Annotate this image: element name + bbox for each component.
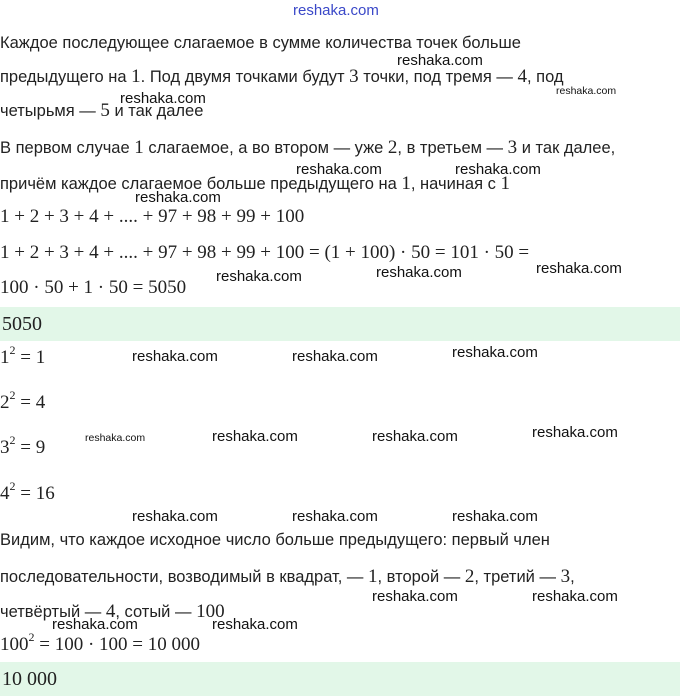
number: 5: [100, 100, 110, 121]
formula-sum-expanded: 1 + 2 + 3 + 4 + .... + 97 + 98 + 99 + 100 = (1 + 100) · 50 = 101 · 50 =: [0, 242, 530, 263]
watermark: reshaka.com: [532, 424, 618, 441]
square-row-1: [0, 342, 46, 371]
base: 4: [0, 483, 10, 504]
watermark: reshaka.com: [212, 428, 298, 445]
number: 1: [500, 173, 510, 194]
number: 1: [134, 137, 144, 158]
text: последовательности, возводимый в квадрат, —: [0, 568, 369, 586]
text: точки, под тремя —: [358, 68, 518, 86]
result: = 100 · 100 = 10 000: [39, 634, 201, 655]
watermark: reshaka.com: [532, 588, 618, 605]
paragraph-1-line-1: [0, 32, 521, 54]
watermark: reshaka.com: [85, 432, 146, 444]
exponent: 2: [9, 432, 16, 447]
paragraph-3-line-1: [0, 529, 550, 551]
base: 100: [0, 634, 29, 655]
base: 2: [0, 392, 10, 413]
watermark: reshaka.com: [292, 508, 378, 525]
result: = 4: [20, 392, 46, 413]
exponent: 2: [28, 629, 35, 644]
number: 4: [105, 601, 116, 622]
text: Каждое последующее слагаемое в сумме количества точек больше: [0, 34, 521, 52]
formula-sum: 1 + 2 + 3 + 4 + .... + 97 + 98 + 99 + 100: [0, 206, 305, 227]
watermark: reshaka.com: [536, 260, 622, 277]
number: 2: [387, 137, 398, 158]
text: слагаемое, а во втором — уже: [143, 139, 388, 157]
site-header-watermark[interactable]: reshaka.com: [293, 2, 379, 19]
watermark: reshaka.com: [120, 90, 206, 107]
number: 1: [131, 66, 141, 87]
watermark: reshaka.com: [452, 508, 538, 525]
text: ,: [570, 568, 575, 586]
exponent: 2: [9, 387, 16, 402]
watermark: reshaka.com: [556, 85, 617, 97]
formula-hundred-squared: [0, 629, 201, 658]
number: 1: [368, 566, 378, 587]
number: 3: [560, 566, 571, 587]
watermark: reshaka.com: [455, 161, 541, 178]
paragraph-2-line-2: [0, 173, 510, 195]
result: = 1: [20, 347, 46, 368]
exponent: 2: [9, 478, 16, 493]
number: 3: [349, 66, 359, 87]
paragraph-2-line-1: [0, 137, 615, 159]
square-row-2: [0, 387, 46, 416]
text: Видим, что каждое исходное число больше предыдущего: первый член: [0, 531, 550, 549]
watermark: reshaka.com: [397, 52, 483, 69]
text: четвёртый —: [0, 603, 106, 621]
number: 2: [464, 566, 475, 587]
text: , второй —: [377, 568, 465, 586]
text: и так далее,: [517, 139, 616, 157]
text: четырьмя —: [0, 102, 101, 120]
number: 3: [507, 137, 518, 158]
watermark: reshaka.com: [452, 344, 538, 361]
square-row-4: [0, 478, 55, 507]
text: , начиная с: [410, 175, 501, 193]
answer-value: 10 000: [2, 668, 57, 690]
text: , сотый —: [115, 603, 197, 621]
watermark: reshaka.com: [135, 189, 221, 206]
text: . Под двумя точками будут: [140, 68, 350, 86]
watermark: reshaka.com: [216, 268, 302, 285]
answer-band-1: [0, 307, 680, 341]
watermark: reshaka.com: [376, 264, 462, 281]
paragraph-3-line-2: [0, 566, 575, 588]
watermark: reshaka.com: [132, 508, 218, 525]
exponent: 2: [9, 342, 16, 357]
text: , третий —: [474, 568, 561, 586]
text: предыдущего на: [0, 68, 132, 86]
watermark: reshaka.com: [52, 616, 138, 633]
formula-sum-result: 100 · 50 + 1 · 50 = 5050: [0, 277, 187, 298]
text: и так далее: [109, 102, 204, 120]
text: , под: [526, 68, 564, 86]
number: 4: [517, 66, 527, 87]
answer-value: 5050: [2, 313, 42, 335]
text: , в третьем —: [397, 139, 508, 157]
watermark: reshaka.com: [132, 348, 218, 365]
watermark: reshaka.com: [212, 616, 298, 633]
text: В первом случае: [0, 139, 135, 157]
text: причём каждое слагаемое больше предыдущего на: [0, 175, 402, 193]
watermark: reshaka.com: [372, 588, 458, 605]
result: = 16: [20, 483, 55, 504]
number: 1: [401, 173, 411, 194]
base: 3: [0, 437, 10, 458]
base: 1: [0, 347, 10, 368]
result: = 9: [20, 437, 46, 458]
number: 100: [196, 601, 225, 622]
watermark: reshaka.com: [292, 348, 378, 365]
square-row-3: [0, 432, 46, 461]
watermark: reshaka.com: [296, 161, 382, 178]
answer-band-2: [0, 662, 680, 696]
watermark: reshaka.com: [372, 428, 458, 445]
